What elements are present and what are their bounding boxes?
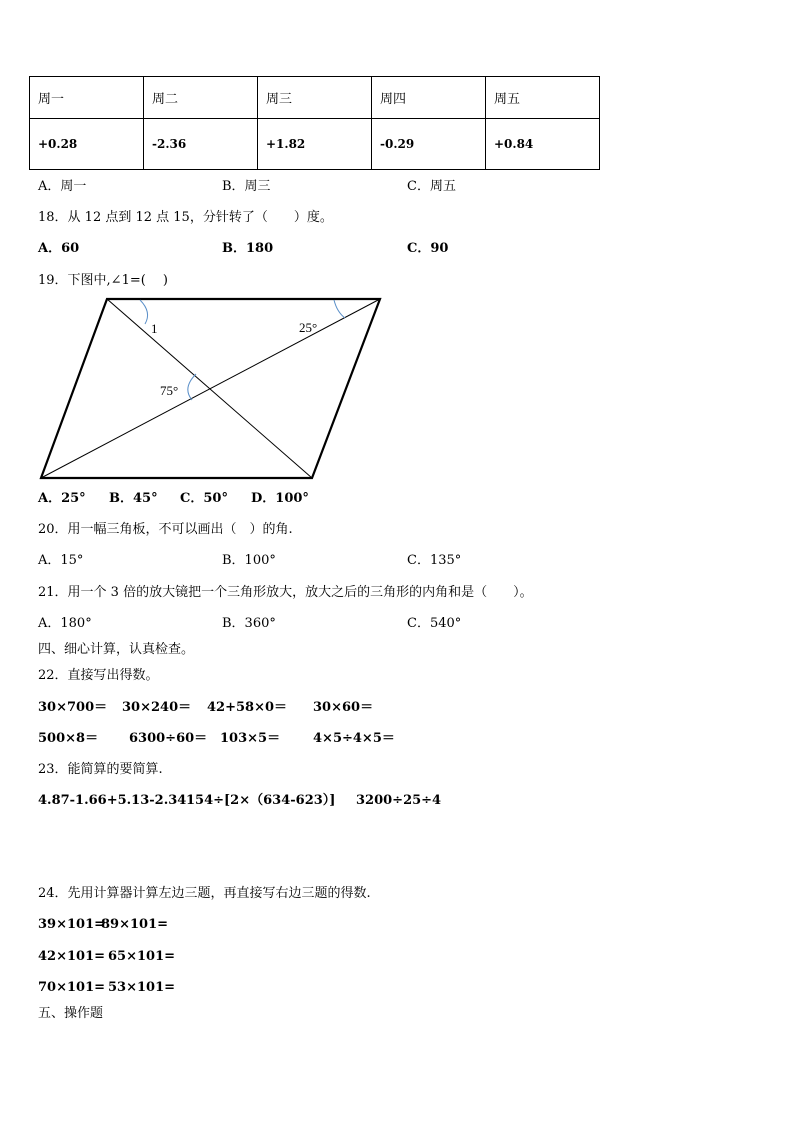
q21-option-a: A．180° [38, 616, 92, 631]
q21-question: 21．用一个 3 倍的放大镜把一个三角形放大，放大之后的三角形的内角和是（ ）。 [38, 585, 533, 600]
angle25-arc [334, 300, 345, 318]
q22-item: 30×240＝ [122, 700, 192, 715]
q17-option-a: A．周一 [38, 179, 87, 194]
q20-option-a: A．15° [38, 553, 84, 568]
table-header-cell: 周四 [372, 77, 486, 119]
q19-option-c: C．50° [180, 491, 228, 506]
q19-question: 19．下图中,∠1=( ) [38, 273, 169, 288]
q24-item: 65×101= [108, 949, 176, 964]
q22-item: 30×60＝ [313, 700, 374, 715]
q24-item: 42×101= [38, 949, 106, 964]
q24-item: 53×101= [108, 980, 176, 995]
q18-question: 18．从 12 点到 12 点 15，分针转了（ ）度。 [38, 210, 333, 225]
table-cell: -0.29 [372, 119, 486, 170]
table-cell: +1.82 [258, 119, 372, 170]
q22-item: 103×5＝ [220, 731, 281, 746]
q21-option-c: C．540° [407, 616, 462, 631]
q23-question: 23．能简算的要简算. [38, 762, 163, 777]
q20-option-c: C．135° [407, 553, 462, 568]
q19-option-d: D．100° [251, 491, 309, 506]
table-header-cell: 周二 [144, 77, 258, 119]
table-cell: +0.84 [486, 119, 600, 170]
angle75-arc [188, 374, 196, 400]
q23-item: 4.87-1.66+5.13-2.34 [38, 793, 187, 808]
angle75-label: 75° [160, 383, 179, 398]
q24-item: 89×101= [101, 917, 169, 932]
table-header-cell: 周一 [30, 77, 144, 119]
section4-heading: 四、细心计算，认真检查。 [38, 642, 195, 657]
q22-item: 4×5÷4×5＝ [313, 731, 395, 746]
q20-option-b: B．100° [222, 553, 276, 568]
q21-option-b: B．360° [222, 616, 276, 631]
table-cell: +0.28 [30, 119, 144, 170]
table-cell: -2.36 [144, 119, 258, 170]
q19-option-b: B．45° [109, 491, 158, 506]
q18-option-b: B．180 [222, 241, 274, 256]
angle1-label: 1 [151, 321, 158, 336]
q24-question: 24．先用计算器计算左边三题，再直接写右边三题的得数. [38, 886, 371, 901]
q22-item: 6300÷60＝ [129, 731, 208, 746]
q24-item: 70×101= [38, 980, 106, 995]
parallelogram-figure [36, 292, 386, 484]
q22-item: 500×8＝ [38, 731, 99, 746]
angle1-arc [140, 300, 148, 324]
angle25-label: 25° [299, 320, 318, 335]
weekday-table [29, 76, 600, 170]
q23-item: 3200÷25÷4 [356, 793, 442, 808]
diagonal-line [41, 299, 380, 478]
q24-item: 39×101= [38, 917, 106, 932]
q17-option-c: C．周五 [407, 179, 456, 194]
q18-option-a: A．60 [38, 241, 80, 256]
table-header-cell: 周三 [258, 77, 372, 119]
q22-question: 22．直接写出得数。 [38, 668, 159, 683]
q22-item: 42+58×0＝ [207, 700, 288, 715]
table-value-row [30, 119, 600, 170]
q18-option-c: C．90 [407, 241, 449, 256]
q20-question: 20．用一幅三角板，不可以画出（ ）的角. [38, 522, 293, 537]
section5-heading: 五、操作题 [38, 1006, 104, 1021]
table-header-cell: 周五 [486, 77, 600, 119]
q19-option-a: A．25° [38, 491, 86, 506]
q22-item: 30×700＝ [38, 700, 108, 715]
q17-option-b: B．周三 [222, 179, 271, 194]
table-header-row [30, 77, 600, 119]
q23-item: 154÷[2×（634-623）] [186, 793, 336, 808]
